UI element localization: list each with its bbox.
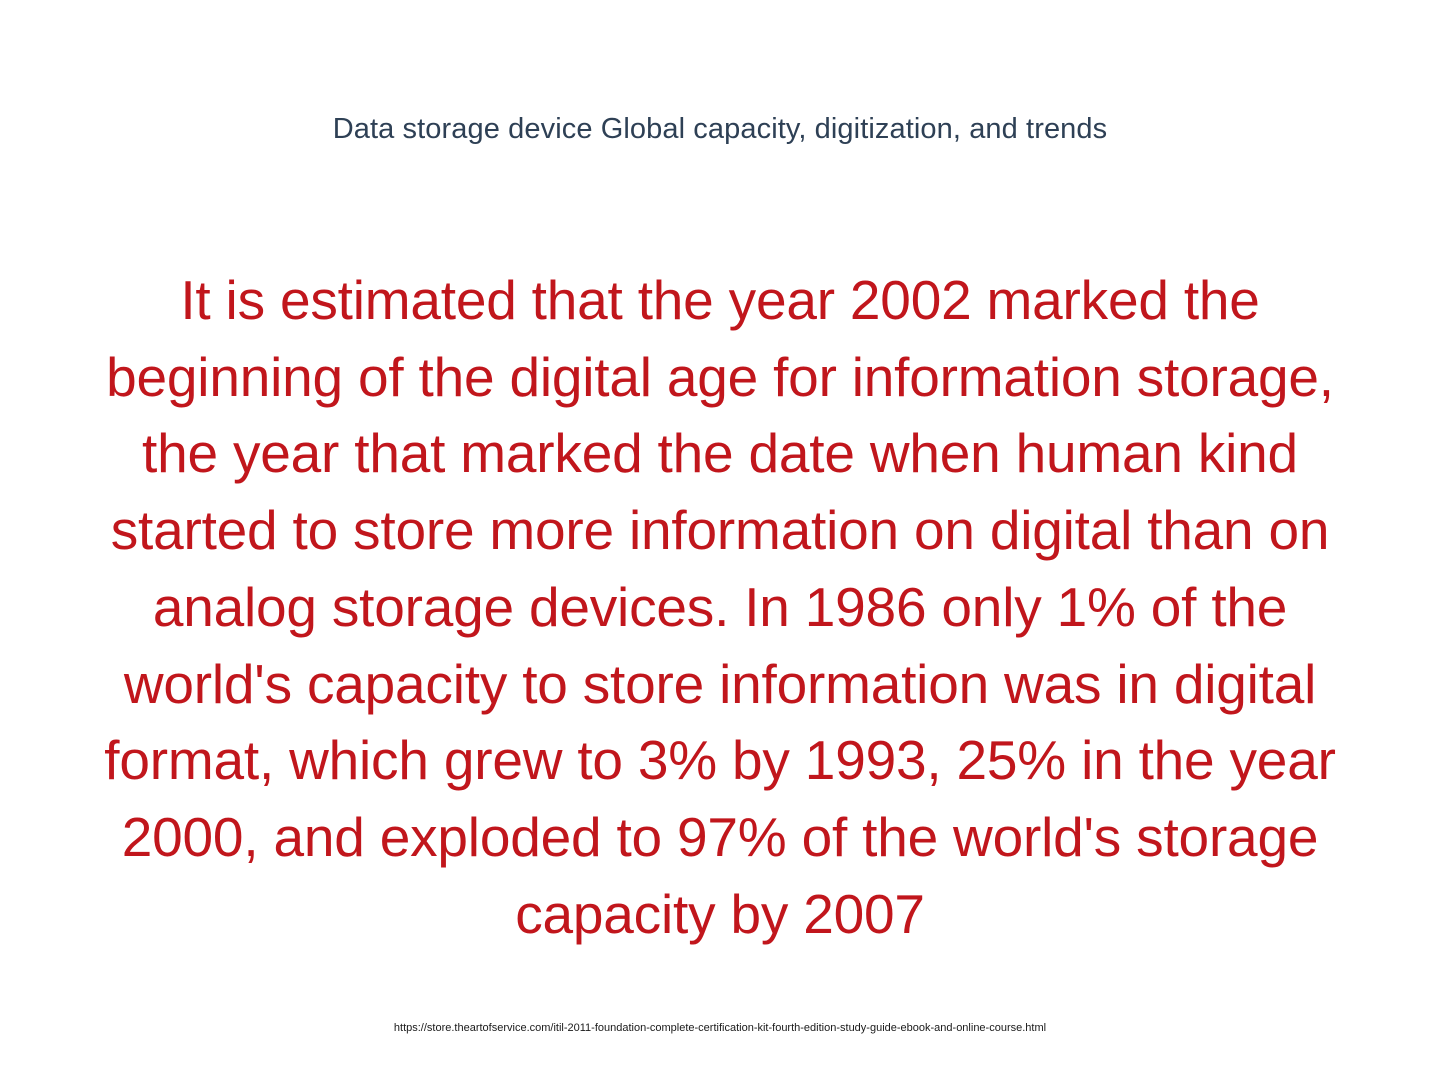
slide-body-text: It is estimated that the year 2002 marked the beginning of the digital age for information storage, the year that marked the date when human kind started to store more information on digital than on analog storage devices. In 1986 only 1% of the world's capacity to store information was in digital format, which grew to 3% by 1993, 25% in the year 2000, and exploded to 97% of the world's storage capacity by 2007 — [104, 269, 1336, 945]
footer-source-link[interactable] — [0, 1022, 1440, 1034]
page-title: Data storage device Global capacity, digitization, and trends — [332, 113, 1108, 145]
footer-source-url[interactable]: https://store.theartofservice.com/itil-2011-foundation-complete-certification-kit-fourth-edition-study-guide-ebook-and-online-course.html — [393, 1022, 1047, 1034]
